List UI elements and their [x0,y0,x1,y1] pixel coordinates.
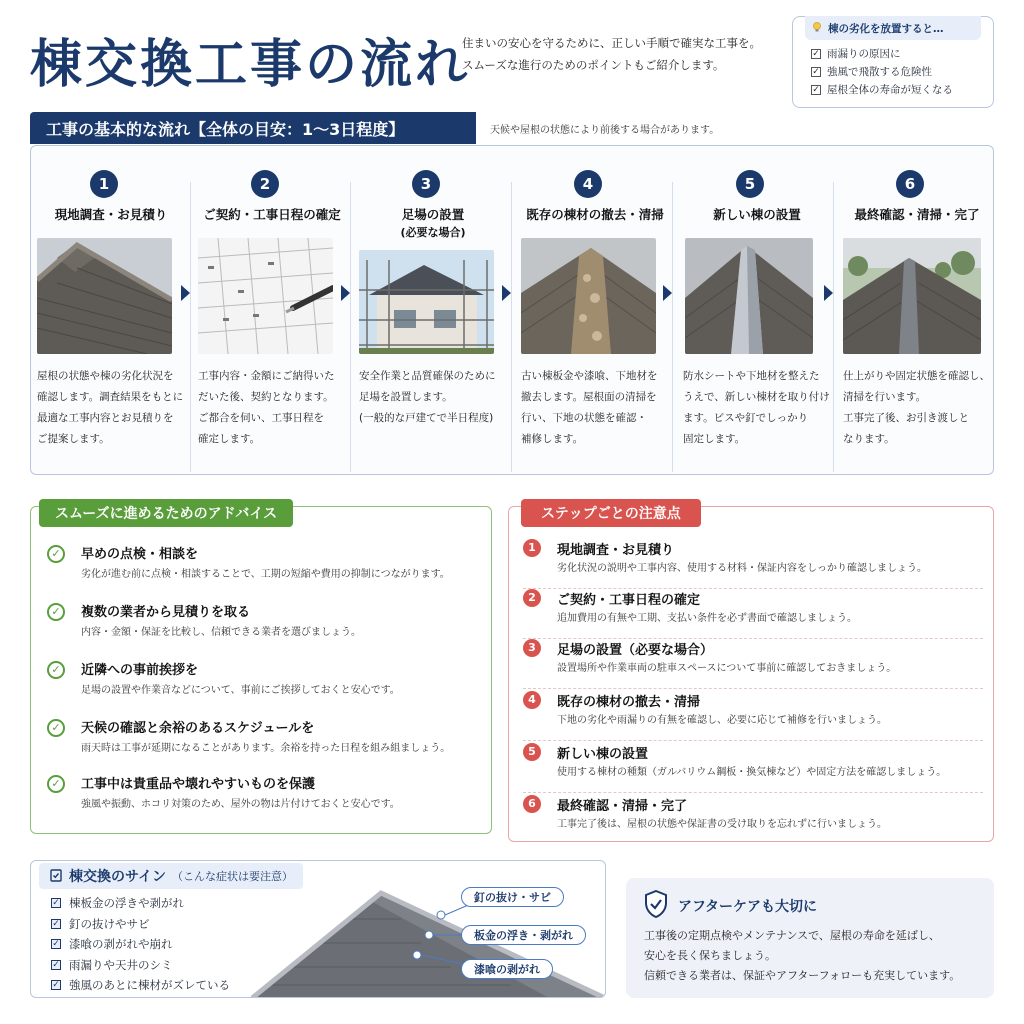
desc-line: なります。 [843,433,895,445]
checkbox-icon: ✓ [812,49,820,59]
advice-panel [30,506,492,834]
step-desc [843,366,991,450]
desc-line: 安全作業と品質確保のために [359,370,496,382]
signs-subtitle: （こんな症状は要注意） [172,870,294,883]
caution-title: 最終確認・清掃・完了 [557,799,688,814]
desc-line: 古い棟板金や漆喰、下地材を [521,370,658,382]
desc-line: 最適な工事内容とお見積りを [37,412,174,424]
arrow-right-icon [663,285,672,301]
desc-line: ます。ビスや釘でしっかり [683,412,809,424]
roof-survey-photo [37,238,172,354]
step-divider [511,182,512,472]
check-circle-icon: ✓ [47,719,65,737]
callout-sheet-metal: 板金の浮き・剥がれ [461,925,586,945]
scaffolding-photo [359,250,494,354]
checkbox-icon: ✓ [812,85,820,95]
shield-check-icon [644,890,668,922]
desc-line: 防水シートや下地材を整えた [683,370,820,382]
step-label: 最終確認・清掃・完了 [854,207,980,222]
caution-title: 既存の棟材の撤去・清掃 [557,695,701,710]
step-desc [198,366,346,450]
desc-line: 確定します。 [198,433,261,445]
caution-number: 6 [523,795,541,813]
desc-line: 工事内容・金額にご納得いた [198,370,335,382]
desc-line: 仕上がりや固定状態を確認し、 [843,370,990,382]
aftercare-line: 安心を長く保ちましょう。 [644,949,776,962]
desc-line: (一般的な戸建てで半日程度) [359,412,494,424]
desc-line: 行い、下地の状態を確認・ [521,412,647,424]
cautions-panel [508,506,994,842]
desc-line: 固定します。 [683,433,746,445]
advice-title: 複数の業者から見積りを取る [81,605,251,620]
caution-number: 1 [523,539,541,557]
step-sublabel: (必要な場合) [400,226,466,239]
flow-step [31,146,191,474]
page-title: 棟交換工事の流れ [30,35,471,95]
lead-line: スムーズな進行のためのポイントもご紹介します。 [462,58,725,72]
checkbox-icon: ✓ [52,898,60,909]
callout-nail: 釘の抜け・サビ [461,887,564,907]
step-label: ご契約・工事日程の確定 [203,207,341,222]
sign-item [51,893,230,914]
sign-item [51,914,230,935]
flow-step [677,146,837,474]
caution-item [523,743,983,793]
lightbulb-icon [811,21,823,36]
flow-step [192,146,352,474]
warning-item [811,45,953,63]
warning-item [811,63,953,81]
advice-desc: 雨天時は工事が延期になることがあります。余裕を持った日程を組み組ましょう。 [81,743,451,754]
desc-line: 工事完了後、お引き渡しと [843,412,969,424]
caution-number: 3 [523,639,541,657]
desc-line: 足場を設置します。 [359,391,453,403]
desc-line: 確認します。調査結果をもとに [37,391,184,403]
sign-item [51,975,230,996]
sign-text: 棟板金の浮きや剥がれ [69,896,184,910]
caution-number: 2 [523,589,541,607]
desc-line: 清掃を行います。 [843,391,927,403]
step-desc [683,366,831,450]
completed-roof-photo [843,238,981,354]
caution-title: 新しい棟の設置 [557,747,649,762]
flow-step [353,146,513,474]
caution-desc: 追加費用の有無や工期、支払い条件を必ず書面で確認しましょう。 [557,613,857,624]
aftercare-line: 信頼できる業者は、保証やアフターフォローも充実しています。 [644,969,961,982]
cautions-heading: ステップごとの注意点 [521,499,701,527]
desc-line: うえで、新しい棟材を取り付け [683,391,830,403]
advice-title: 近隣への事前挨拶を [81,663,199,678]
check-circle-icon: ✓ [47,603,65,621]
warning-item-text: 屋根全体の寿命が短くなる [827,84,953,96]
callout-plaster: 漆喰の剥がれ [461,959,553,979]
caution-desc: 工事完了後は、屋根の状態や保証書の受け取りを忘れずに行いましょう。 [557,819,887,830]
checkbox-icon: ✓ [52,980,60,991]
step-desc [37,366,185,450]
sign-item [51,934,230,955]
flow-steps [30,145,994,475]
flow-step [515,146,675,474]
step-label: 既存の棟材の撤去・清掃 [526,207,664,222]
warning-item-text: 強風で飛散する危険性 [827,66,932,78]
step-divider [190,182,191,472]
caution-item [523,795,983,845]
advice-desc: 内容・金額・保証を比較し、信頼できる業者を選びましょう。 [81,627,361,638]
sign-text: 強風のあとに棟材がズレている [69,978,230,992]
caution-number: 5 [523,743,541,761]
check-circle-icon: ✓ [47,775,65,793]
step-number: 1 [90,170,118,198]
warning-header [805,16,981,40]
step-label: 現地調査・お見積り [54,207,168,222]
aftercare-desc [644,926,960,986]
warning-item-text: 雨漏りの原因に [827,48,901,60]
step-divider [672,182,673,472]
sign-text: 釘の抜けやサビ [69,916,150,931]
advice-desc: 強風や振動、ホコリ対策のため、屋外の物は片付けておくと安心です。 [81,799,400,810]
clipboard-icon [49,867,63,886]
check-circle-icon: ✓ [47,661,65,679]
advice-title: 早めの点検・相談を [81,547,199,562]
checkbox-icon: ✓ [52,939,60,950]
lead-line: 住まいの安心を守るために、正しい手順で確実な工事を。 [462,36,761,50]
step-desc [521,366,669,450]
flow-heading: 工事の基本的な流れ【全体の目安：1〜3日程度】 [30,112,476,144]
step-label: 足場の設置 [401,207,465,222]
arrow-right-icon [341,285,350,301]
sign-item [51,955,230,976]
advice-desc: 劣化が進む前に点検・相談することで、工期の短縮や費用の抑制につながります。 [81,569,450,580]
sign-text: 漆喰の剥がれや崩れ [69,937,173,951]
advice-desc: 足場の設置や作業音などについて、事前にご挨拶しておくと安心です。 [81,685,400,696]
desc-line: ご都合を伺い、工事日程を [198,412,324,424]
aftercare-line: 工事後の定期点検やメンテナンスで、屋根の寿命を延ばし、 [644,929,940,942]
desc-line: ご提案します。 [37,433,110,445]
caution-desc: 使用する棟材の種類（ガルバリウム鋼板・換気棟など）や固定方法を確認しましょう。 [557,767,947,778]
desc-line: 補修します。 [521,433,584,445]
ridge-removal-photo [521,238,656,354]
caution-desc: 下地の劣化や雨漏りの有無を確認し、必要に応じて補修を行いましょう。 [557,715,887,726]
caution-desc: 設置場所や作業車両の駐車スペースについて事前に確認しておきましょう。 [557,663,897,674]
caution-desc: 劣化状況の説明や工事内容、使用する材料・保証内容をしっかり確認しましょう。 [557,563,927,574]
caution-title: 現地調査・お見積り [557,543,675,558]
step-number: 6 [896,170,924,198]
step-number: 2 [251,170,279,198]
warning-title: 棟の劣化を放置すると… [828,22,944,35]
check-circle-icon: ✓ [47,545,65,563]
contract-document-photo [198,238,333,354]
advice-title: 天候の確認と余裕のあるスケジュールを [81,721,315,736]
flow-step [837,146,997,474]
desc-line: だいた後、契約となります。 [198,391,334,403]
sign-text: 雨漏りや天井のシミ [69,957,173,972]
caution-item [523,589,983,639]
caution-item [523,639,983,689]
aftercare-panel [626,878,994,998]
signs-panel [30,860,606,998]
aftercare-title: アフターケアも大切に [678,899,818,915]
caution-item [523,691,983,741]
new-ridge-photo [685,238,813,354]
advice-title: 工事中は貴重品や壊れやすいものを保護 [81,777,316,792]
checkbox-icon: ✓ [52,959,60,970]
flow-note: 天候や屋根の状態により前後する場合があります。 [490,125,720,136]
step-desc [359,366,507,429]
checkbox-icon: ✓ [812,67,820,77]
arrow-right-icon [181,285,190,301]
step-number: 3 [412,170,440,198]
step-label: 新しい棟の設置 [713,207,801,222]
step-divider [833,182,834,472]
lead-text [462,32,782,76]
warning-item [811,81,953,99]
caution-item [523,539,983,589]
caution-title: 足場の設置（必要な場合） [557,643,714,658]
desc-line: 撤去します。屋根面の清掃を [521,391,657,403]
advice-heading: スムーズに進めるためのアドバイス [39,499,293,527]
checkbox-icon: ✓ [52,918,60,929]
step-divider [350,182,351,472]
desc-line: 屋根の状態や棟の劣化状況を [37,370,174,382]
step-number: 4 [574,170,602,198]
warning-box [792,16,994,108]
caution-title: ご契約・工事日程の確定 [557,593,701,608]
arrow-right-icon [824,285,833,301]
signs-title: 棟交換のサイン [69,869,167,885]
arrow-right-icon [502,285,511,301]
step-number: 5 [736,170,764,198]
caution-number: 4 [523,691,541,709]
